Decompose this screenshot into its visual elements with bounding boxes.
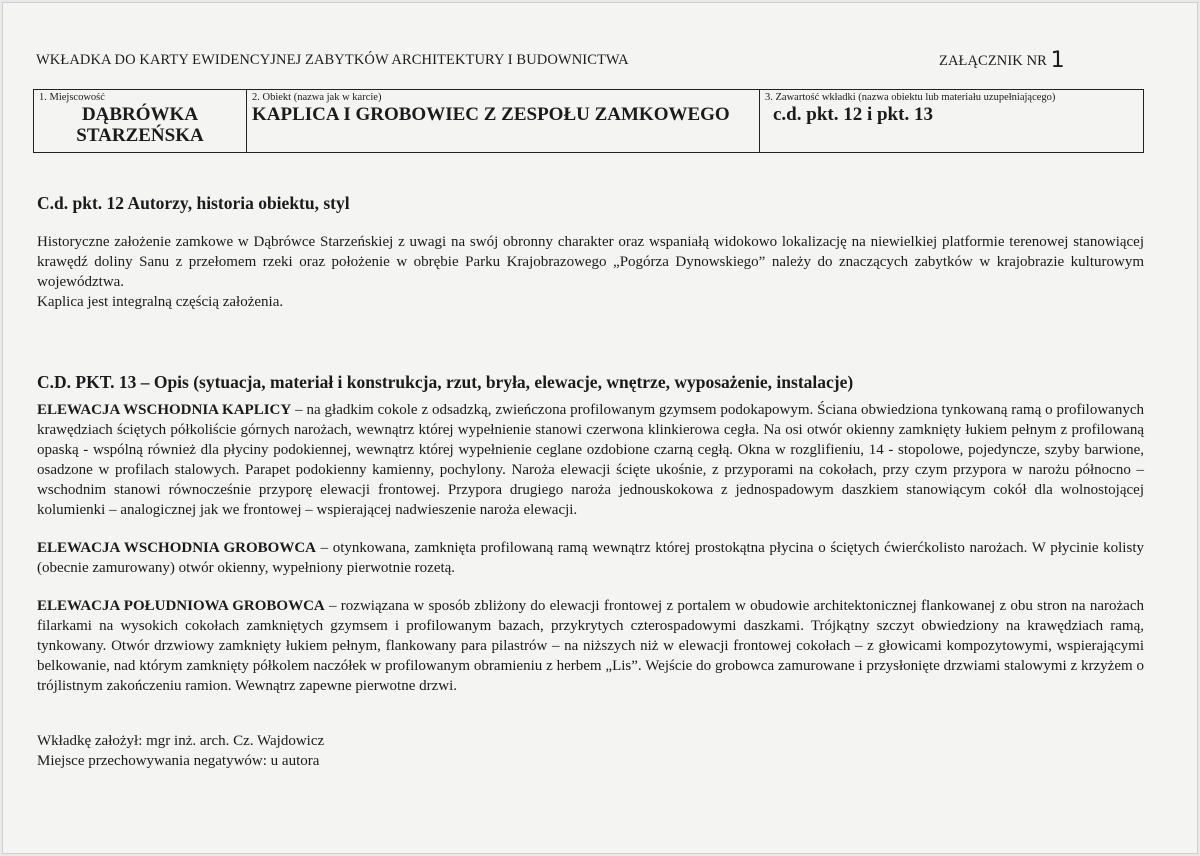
section-12-paragraph: Historyczne założenie zamkowe w Dąbrówce Starzeńskiej z uwagi na swój obronny charakter oraz wspaniałą widokowo lokalizację na niewielkiej platformie terenowej stanowiącej krawędź doliny Sanu z przełomem rzeki oraz położenie w obrębie Parku Krajobrazowego „Pogórza Dynowskiego” należy do znaczących zabytków w krajobrazie kulturowym województwa. (37, 234, 1144, 290)
document-sheet (2, 2, 1198, 854)
section-12-heading: C.d. pkt. 12 Autorzy, historia obiektu, styl (37, 193, 350, 213)
section-13 (37, 370, 1144, 696)
elevation-block (37, 596, 1144, 696)
section-12-note: Kaplica jest integralną częścią założenia. (37, 294, 284, 310)
negatives-storage-line: Miejsce przechowywania negatywów: u autora (37, 753, 320, 769)
locality-label: 1. Miejscowość (39, 92, 105, 103)
locality-cell (34, 90, 247, 153)
attachment-number: 1 (1050, 48, 1065, 73)
object-cell (247, 90, 760, 153)
object-value: KAPLICA I GROBOWIEC Z ZESPOŁU ZAMKOWEGO (252, 104, 730, 125)
document-header (36, 48, 1086, 73)
document-footer (37, 731, 1144, 771)
locality-line-2: STARZEŃSKA (76, 125, 204, 146)
attachment-label-text: ZAŁĄCZNIK NR (939, 53, 1047, 69)
section-13-heading: C.D. PKT. 13 – Opis (sytuacja, materiał i konstrukcja, rzut, bryła, elewacje, wnętrze, wyposażenie, instalacje) (37, 372, 854, 392)
spacer (37, 215, 1144, 232)
elevation-block (37, 538, 1144, 578)
attachment-label (939, 48, 1065, 73)
content-value: c.d. pkt. 12 i pkt. 13 (773, 104, 933, 125)
locality-line-1: DĄBRÓWKA (81, 104, 199, 125)
elevation-text: – otynkowana, zamknięta profilowaną ramą wewnątrz której prostokątna płycina o ściętych ćwierćkolisto narożach. W płycinie kolisty (obecnie zamurowany) otwór okienny, wypełniony pierwotnie rozetą. (37, 540, 1144, 576)
content-label: 3. Zawartość wkładki (nazwa obiektu lub materiału uzupełniającego) (765, 92, 1056, 103)
record-meta-table (33, 89, 1144, 153)
elevation-text: – rozwiązana w sposób zbliżony do elewacji frontowej z portalem w obudowie architektonicznej flankowanej z obu stron na narożach filarkami na wysokich cokołach zamkniętych gzymsem i profilowanym bazach, przykrytych czterospadowymi daszkami. Trójkątny szczyt obwiedziony na krawędziach ramą, tynkowany. Otwór drzwiowy zamknięty łukiem pełnym, flankowany para pilastrów – na niższych niż w elewacji frontowej cokołach – z głowicami kompozytowymi, wspierającymi belkowanie, nad którym zamknięty półkolem naczółek w profilowanym obramieniu z herbem „Lis”. Wejście do grobowca zamurowane i przysłonięte drzwiami stalowymi z krzyżem o trójlistnym zakończeniu ramion. Wewnątrz zapewne pierwotne drzwi. (37, 598, 1144, 694)
document-title: WKŁADKA DO KARTY EWIDENCYJNEJ ZABYTKÓW ARCHITEKTURY I BUDOWNICTWA (36, 52, 629, 68)
elevation-lead: ELEWACJA POŁUDNIOWA GROBOWCA (37, 598, 325, 614)
elevation-lead: ELEWACJA WSCHODNIA GROBOWCA (37, 540, 316, 556)
elevation-text: – na gładkim cokole z odsadzką, zwieńczona profilowanym gzymsem podokapowym. Ściana obwiedziona tynkowaną ramą o profilowanych krawędziach ściętych półkoliście górnych narożach, wewnątrz której wypełnienie stanowi czerwona klinkierowa cegła. Na osi otwór okienny zamknięty łukiem pełnym z profilowaną opaską - wspólną również dla płyciny podokiennej, wewnątrz której wypełnienie ceglane ozdobione czarną cegłą. Okna w rozglifieniu, 14 - stopolowe, pojedyncze, szyby barwione, osadzone w profilach stalowych. Parapet podokienny kamienny, pochylony. Naroża elewacji ścięte ukośnie, z przyporami na cokołach, przy czym przypora w narożu północno – wschodnim stanowi równocześnie przyporę elewacji frontowej. Przypora drugiego naroża jednouskokowa z jednospadowym daszkiem stanowiącym cokół dla wolnostojącej kolumienki – analogicznej jak we frontowej – wspierającej nadwieszenie naroża elewacji. (37, 402, 1144, 518)
locality-value (39, 104, 241, 146)
content-cell (760, 90, 1144, 153)
spacer (37, 578, 1144, 596)
object-label: 2. Obiekt (nazwa jak w karcie) (252, 92, 382, 103)
elevation-block (37, 400, 1144, 520)
document-body (37, 191, 1144, 771)
spacer (37, 520, 1144, 538)
elevation-lead: ELEWACJA WSCHODNIA KAPLICY (37, 402, 292, 418)
author-line: Wkładkę założył: mgr inż. arch. Cz. Wajdowicz (37, 733, 325, 749)
section-12 (37, 191, 1144, 312)
